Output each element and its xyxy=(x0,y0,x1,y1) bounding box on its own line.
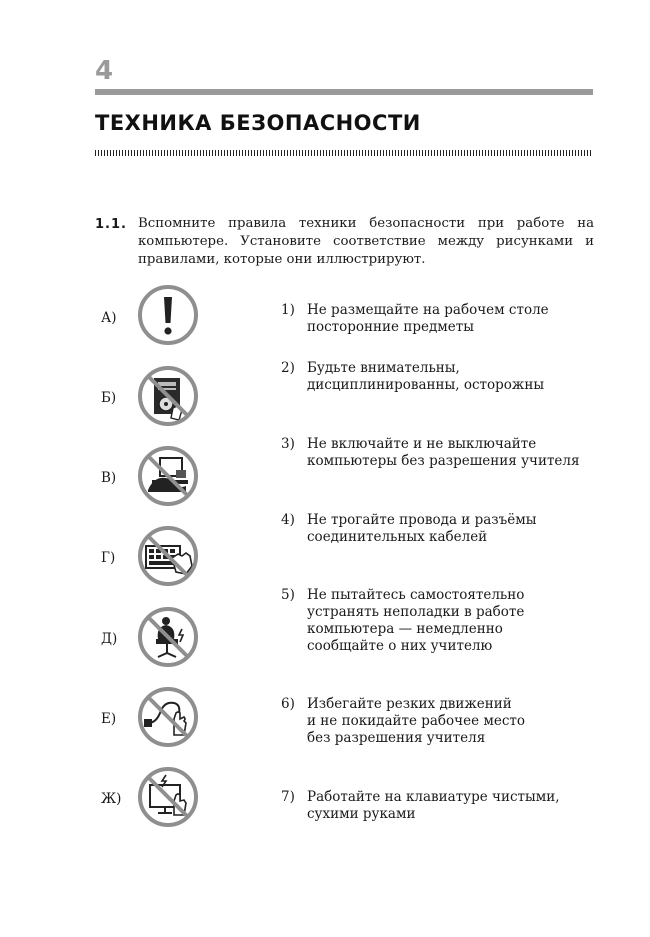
rule-text: Не пытайтесь самостоятельно устранять неполадки в работе компьютера — немедленно сообщайте о них учителю xyxy=(307,587,525,654)
rule-number: 2) xyxy=(281,360,295,376)
picture-letter-d: Д) xyxy=(101,631,118,647)
rule-number: 7) xyxy=(281,789,295,805)
picture-letter-v: В) xyxy=(101,470,117,486)
picture-letter-g: Г) xyxy=(101,550,116,566)
rule-number: 5) xyxy=(281,587,295,603)
rule-text: Работайте на клавиатуре чистыми, сухими руками xyxy=(307,789,560,822)
no-dirty-hands-keyboard-icon xyxy=(136,524,200,588)
rule-number: 6) xyxy=(281,696,295,712)
no-disc-in-computer-icon xyxy=(136,364,200,428)
picture-letter-zh: Ж) xyxy=(101,791,122,807)
picture-letter-a: А) xyxy=(101,310,117,326)
exclamation-icon xyxy=(136,283,200,347)
rule-text: Не размещайте на рабочем столе посторонние предметы xyxy=(307,302,549,335)
no-clutter-on-desk-icon xyxy=(136,444,200,508)
no-sudden-movements-chair-icon xyxy=(136,605,200,669)
rule-text: Не включайте и не выключайте компьютеры без разрешения учителя xyxy=(307,436,580,469)
rule-text: Избегайте резких движений и не покидайте рабочее место без разрешения учителя xyxy=(307,696,526,746)
picture-letter-b: Б) xyxy=(101,390,117,406)
rule-text: Будьте внимательны, дисциплинированны, осторожны xyxy=(307,360,545,393)
rule-number: 4) xyxy=(281,512,295,528)
task-number: 1.1. xyxy=(95,217,127,232)
rule-text: Не трогайте провода и разъёмы соединительных кабелей xyxy=(307,512,537,545)
header-rule xyxy=(95,89,593,95)
rule-number: 3) xyxy=(281,436,295,452)
task-text: Вспомните правила техники безопасности при работе на компьютере. Установите соответствие между рисунками и правилами, которые они иллюстрируют. xyxy=(138,216,594,267)
no-self-repair-icon xyxy=(136,765,200,829)
picture-letter-e: Е) xyxy=(101,711,117,727)
rule-number: 1) xyxy=(281,302,295,318)
page-number: 4 xyxy=(95,56,114,86)
no-touching-cables-icon xyxy=(136,685,200,749)
hatched-divider xyxy=(95,150,593,156)
chapter-title: ТЕХНИКА БЕЗОПАСНОСТИ xyxy=(95,111,421,135)
